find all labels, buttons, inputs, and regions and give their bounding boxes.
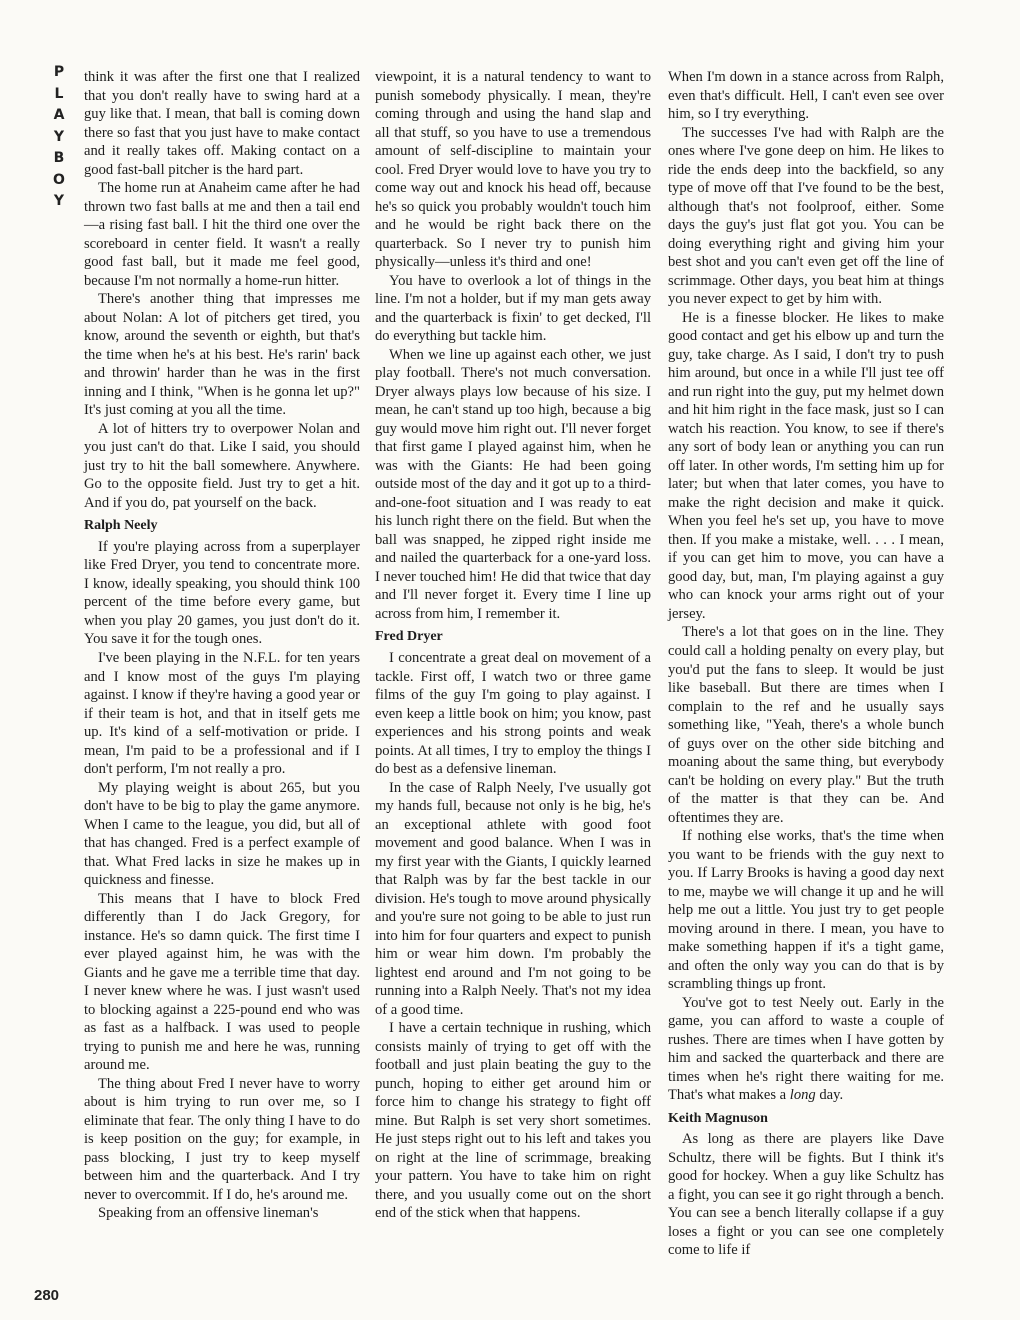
paragraph: If you're playing across from a superplayer like Fred Dryer, you tend to concentrate more. I know, ideally speaking, you should think 100 percent of the time before every game, but when you play 20 games, you just don't do it. You save it for the tough ones. <box>84 538 360 648</box>
text-column-1 <box>84 68 360 1223</box>
paragraph: This means that I have to block Fred differently than I do Jack Gregory, for instance. He's so damn quick. The first time I ever played against him, he was with the Giants and he gave me a terrible time that day. I never knew where he was. I just wasn't used to blocking against a 225-pound end who was as fast as a halfback. I was used to people trying to punish me and here he was, running around me. <box>84 890 360 1074</box>
text-column-2 <box>375 68 651 1223</box>
paragraph: When we line up against each other, we just play football. There's not much conversation. Dryer always plays low because of his size. I mean, he can't stand up too high, because a big guy would move him right out. I'll never forget that first game I played against him, when he was with the Giants: He had been going outside most of the day and it got up to a third-and-one-foot situation and I was ready to eat his lunch right there on the field. But when the ball was snapped, he zipped right inside me and nailed the quarterback for a one-yard loss. I never touched him! He did that twice that day and I'll never forget it. Every time I line up across from him, I remember it. <box>375 346 651 622</box>
paragraph: There's another thing that impresses me about Nolan: A lot of pitchers get tired, you know, around the seventh or eighth, but that's the time when he's at his best. He's rarin' back and throwin' harder than he was in the first inning and I think, "When is he gonna let up?" It's just coming at you all the time. <box>84 291 360 419</box>
section-heading: Keith Magnuson <box>668 1110 768 1126</box>
masthead-letter: A <box>53 107 65 123</box>
paragraph: Speaking from an offensive lineman's <box>98 1205 319 1222</box>
masthead-letter: Y <box>53 128 65 145</box>
section-heading: Fred Dryer <box>375 629 443 645</box>
paragraph: You've got to test Neely out. Early in the game, you can afford to waste a couple of rushes. There are times when I have gotten by him and sacked the quarterback and there are times when he's right there waiting for me. That's what makes a long day. <box>668 994 944 1104</box>
page-number: 280 <box>34 1287 60 1304</box>
paragraph: A lot of hitters try to overpower Nolan and you just can't do that. Like I said, you should just try to hit the ball somewhere. Anywhere. Go to the opposite field. Just try to get a hit. And if you do, pat yourself on the back. <box>84 420 360 511</box>
paragraph: He is a finesse blocker. He likes to make good contact and get his elbow up and turn the guy, take charge. As I said, I don't try to push him around, but once in a while I'll just tee off and run right into the guy, put my helmet down and hit him right in the face mask, just so I can watch his reaction. You know, to see if there's any sort of body lean or anything you can run off later. In other words, I'm setting him up for later; but when that later comes, you have to make the right decision and make it quick. When you feel he's set up, you have to move then. If you make a mistake, well. . . . I mean, if you can get him to move, you can have a good day, but, man, I'm playing against a guy who can knock your arms right out of your jersey. <box>668 309 944 622</box>
magazine-masthead <box>44 62 74 213</box>
paragraph: If nothing else works, that's the time when you want to be friends with the guy next to you. If Larry Brooks is having a good day next to me, maybe we will change it up and he will help me out a little. You just try to get people moving around in there. I mean, you have to make something happen if it's a tight game, and often the only way you can do that is by scrambling things up front. <box>668 828 944 993</box>
paragraph: viewpoint, it is a natural tendency to want to punish somebody physically. I mean, they're coming through and using the hand slap and all that stuff, so you have to use a tremendous amount of self-discipline to maintain your cool. Fred Dryer would love to have you try to come way out and knock his head off, because he's so quick you probably wouldn't touch him and he would be right back there on the quarterback. So I never try to punish him physically—unless it's third and one! <box>375 69 651 271</box>
paragraph: You have to overlook a lot of things in the line. I'm not a holder, but if my man gets away and the quarterback is fixin' to get decked, I'll do everything but tackle him. <box>375 272 651 345</box>
paragraph: I have a certain technique in rushing, which consists mainly of trying to get off with the football and just plain beating the guy to the punch, hoping to either get around him or force him to change his strategy to fight off mine. But Ralph is set very short sometimes. He just steps right out to his left and takes you on right at the line of scrimmage, breaking your pattern. You have to take him on right there, and you usually come out on the short end of the stick when that happens. <box>375 1020 651 1222</box>
paragraph: When I'm down in a stance across from Ralph, even that's difficult. Hell, I can't even see over him, so I try everything. <box>668 69 944 123</box>
paragraph: In the case of Ralph Neely, I've usually got my hands full, because not only is he big, he's an exceptional athlete with good foot movement and good balance. When I was in my first year with the Giants, I quickly learned that Ralph was by far the best tackle in our division. He's tough to move around physically and you're sure not going to be able to just run into him for four quarters and expect to punish him or wear him down. I'm probably the lightest end around and I'm not going to be running into a Ralph Neely. That's not my idea of a good time. <box>375 779 651 1018</box>
masthead-letter: Y <box>53 193 65 209</box>
paragraph: The successes I've had with Ralph are the ones where I've gone deep on him. He likes to ride the ends deep into the backfield, so any type of move off that I've found to be the best, although that's not foolproof, either. Some days the guy's just flat got you. You can be doing everything right and giving him your best shot and you can't even get off the line of scrimmage. Other days, you beat him at things you never expect to get by him with. <box>668 124 944 308</box>
emphasis: long <box>789 1087 816 1104</box>
paragraph: I've been playing in the N.F.L. for ten years and I know most of the guys I'm playing against. I know if they're having a good year or if their team is hot, and that in itself gets me up. It's kind of a self-motivation or pride. I mean, I'm paid to be a professional and if I don't perform, I'm not really a pro. <box>84 649 360 778</box>
paragraph: think it was after the first one that I realized that you don't really have to swing hard at a guy like that. I mean, that ball is coming down there so fast that you just have to make contact and it really takes off. Making contact on a good fast-ball pitcher is the hard part. <box>84 69 360 178</box>
masthead-letter: B <box>53 150 65 166</box>
text-column-3 <box>668 68 944 1260</box>
masthead-letter: L <box>54 85 64 102</box>
masthead-letter: O <box>53 171 65 188</box>
paragraph: The home run at Anaheim came after he had thrown two fast balls at me and then a tail end—a rising fast ball. I hit the third one over the scoreboard in center field. It wasn't a really good fast ball, but it made me feel good, because I'm not normally a home-run hitter. <box>84 180 360 289</box>
paragraph: My playing weight is about 265, but you don't have to be big to play the game anymore. When I came to the league, you did, but all of that has changed. Fred is a perfect example of that. What Fred lacks in size he makes up in quickness and finesse. <box>84 779 360 889</box>
masthead-letter: P <box>53 64 65 80</box>
paragraph: The thing about Fred I never have to worry about is him trying to run over me, so I eliminate that fear. The only thing I have to do is keep position on the guy; for example, in pass blocking, I just try to keep myself between him and the quarterback. And I try never to overcommit. If I do, he's around me. <box>84 1075 360 1203</box>
paragraph: There's a lot that goes on in the line. They could call a holding penalty on every play, but you'd put the fans to sleep. It would be just like baseball. But there are times when I complain to the ref and he usually says something like, "Yeah, there's a whole bunch of guys over on the other side bitching and moaning about the same thing, but everybody can't be holding on every play." But the truth of the matter is that they can be. And oftentimes they are. <box>668 624 944 826</box>
section-heading: Ralph Neely <box>84 518 158 534</box>
paragraph: I concentrate a great deal on movement of a tackle. First off, I watch two or three game films of the guy I'm going to play against. I even keep a little book on him; you know, past experiences and his strong points and weak points. At all times, I try to employ the things I do best as a defensive lineman. <box>375 649 651 778</box>
paragraph: As long as there are players like Dave Schultz, there will be fights. But I think it's good for hockey. When a guy like Schultz has a fight, you can see it go right through a bench. You can see a bench literally collapse if a guy loses a fight or you can see one completely come to life if <box>668 1131 944 1259</box>
